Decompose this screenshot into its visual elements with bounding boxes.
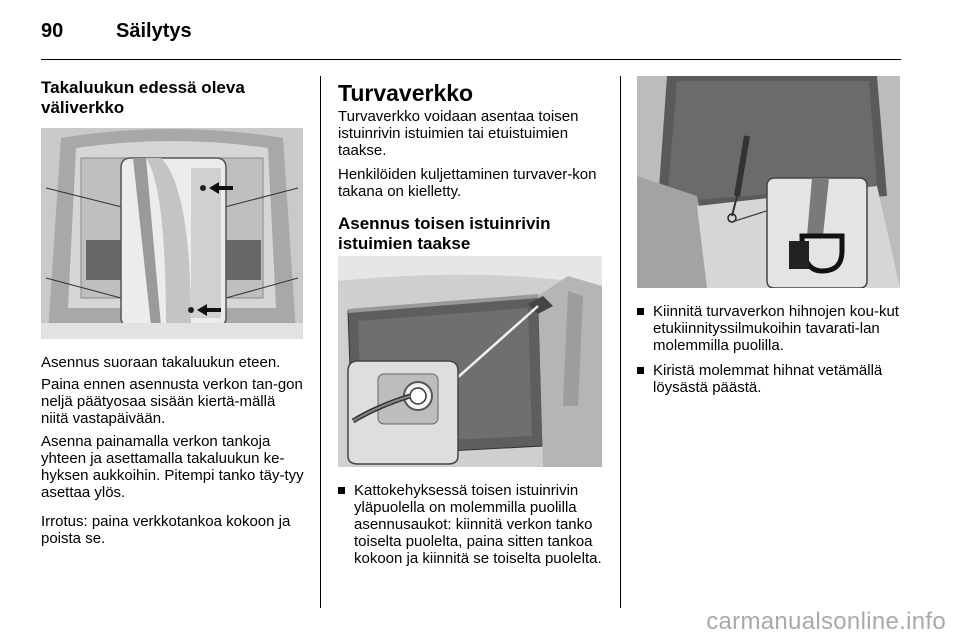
paragraph: Henkilöiden kuljettaminen turvaver-kon takana on kielletty. [338,166,597,200]
install-steps-list [338,482,604,575]
header-divider [41,59,901,60]
paragraph: Paina ennen asennusta verkon tan-gon neljä päätyosaa sisään kiertä-mällä niitä vastapäivään. [41,376,303,427]
list-item: Kiristä molemmat hihnat vetämällä löysästä päästä. [637,362,907,396]
illustration-tailgate-net [41,128,303,339]
list-item: Kattokehyksessä toisen istuinrivin yläpuolella on molemmilla puolilla asennusaukot: kiinnitä verkon tanko toiselta puolelta, paina sitten tankoa kokoon ja kiinnitä se toiselta puolelta. [338,482,604,567]
paragraph: Turvaverkko voidaan asentaa toisen istuinrivin istuimien tai etuistuimien taakse. [338,108,579,159]
illustration-roof-mount [338,256,602,467]
page-number: 90 [41,20,64,42]
bullet-square-icon [637,367,644,374]
section-title-safety-net: Turvaverkko [338,80,474,106]
strap-steps-list [637,303,907,404]
paragraph: Asennus suoraan takaluukun eteen. [41,354,281,371]
column-divider-1 [320,76,321,608]
paragraph: Asenna painamalla verkon tankoja yhteen ja asettamalla takaluukun ke-hyksen aukkoihin. Pitempi tanko täy-tyy asettaa ylös. [41,433,304,501]
bullet-square-icon [338,487,345,494]
watermark-text: carmanualsonline.info [706,608,946,635]
illustration-strap-hooks [637,76,900,288]
list-item: Kiinnitä turvaverkon hihnojen kou-kut etukiinnityssilmukoihin tavarati-lan molemmilla puolilla. [637,303,907,354]
paragraph: Irrotus: paina verkkotankoa kokoon ja poista se. [41,513,291,547]
chapter-title: Säilytys [116,20,192,42]
subheading-second-row-install: Asennus toisen istuinrivin istuimien taakse [338,214,551,253]
bullet-square-icon [637,308,644,315]
section-heading-partition-net: Takaluukun edessä oleva väliverkko [41,78,245,117]
column-divider-2 [620,76,621,608]
